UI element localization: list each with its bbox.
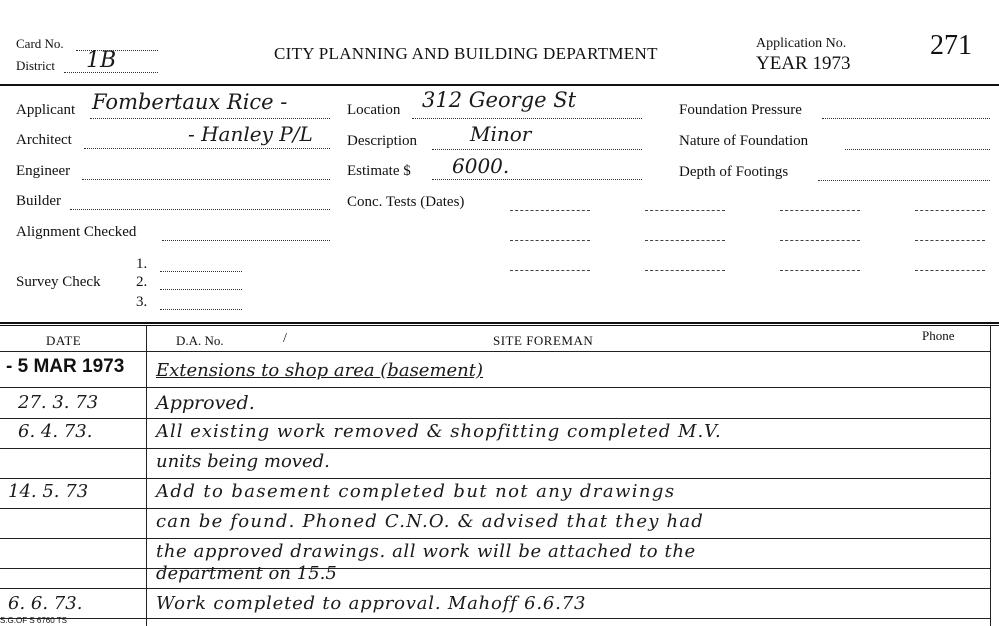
estimate-label: Estimate $: [347, 163, 411, 179]
row-date: 27. 3. 73: [18, 392, 99, 413]
district-label: District: [16, 58, 55, 73]
row-entry-text: Work completed to approval. Mahoff 6.6.73: [156, 593, 587, 614]
phone-header: Phone: [922, 328, 955, 343]
architect-line: [84, 148, 330, 149]
description-label: Description: [347, 133, 417, 149]
application-number: 271: [930, 30, 972, 61]
estimate-line: [432, 179, 642, 180]
row-date: 6. 4. 73.: [18, 421, 93, 442]
row-entry-text: Approved.: [156, 392, 255, 414]
foundation-pressure-line: [822, 118, 990, 119]
architect-label: Architect: [16, 132, 72, 148]
row-entry-text: department on 15.5: [156, 563, 337, 584]
description-value: Minor: [470, 122, 532, 146]
conc-test-line: [780, 240, 860, 241]
date-column-header: DATE: [46, 333, 82, 348]
conc-test-line: [510, 270, 590, 271]
location-value: 312 George St: [422, 88, 577, 112]
card-no-label: Card No.: [16, 36, 64, 51]
da-number-header: D.A. No.: [176, 333, 224, 348]
conc-test-line: [645, 270, 725, 271]
row-rule: [0, 538, 990, 539]
form-code: S.G.OF S 6760 TS: [0, 616, 67, 625]
builder-label: Builder: [16, 193, 61, 209]
row-rule: [0, 478, 990, 479]
nature-foundation-line: [845, 149, 990, 150]
year-label: YEAR 1973: [756, 53, 851, 74]
row-entry-text: the approved drawings. all work will be attached to the: [156, 541, 696, 562]
builder-line: [70, 209, 330, 210]
row-entry-text: can be found. Phoned C.N.O. & advised that they had: [156, 511, 705, 532]
alignment-line: [162, 240, 330, 241]
district-value: 1B: [86, 48, 117, 73]
row-rule: [0, 568, 990, 569]
conc-test-line: [780, 270, 860, 271]
conc-test-line: [645, 210, 725, 211]
application-label: Application No.: [756, 36, 847, 51]
table-top-border: [0, 322, 999, 324]
row-rule: [0, 448, 990, 449]
row-rule: [0, 618, 990, 619]
row-entry-text: units being moved.: [156, 451, 330, 472]
row-entry-text: Extensions to shop area (basement): [156, 360, 484, 381]
conc-test-line: [915, 270, 985, 271]
conc-test-line: [510, 240, 590, 241]
description-line: [432, 149, 642, 150]
applicant-line: [90, 118, 330, 119]
survey-label: Survey Check: [16, 274, 101, 290]
row-rule: [0, 418, 990, 419]
header-divider: [0, 84, 999, 86]
architect-value: - Hanley P/L: [188, 122, 313, 146]
row-entry-text: All existing work removed & shopfitting completed M.V.: [156, 421, 722, 442]
row-entry-text: Add to basement completed but not any drawings: [156, 481, 676, 502]
site-foreman-header: SITE FOREMAN: [493, 333, 594, 348]
department-title: CITY PLANNING AND BUILDING DEPARTMENT: [274, 44, 658, 63]
conc-test-line: [915, 240, 985, 241]
table-top-border-inner: [0, 325, 999, 326]
row-rule: [0, 351, 990, 352]
conc-test-line: [645, 240, 725, 241]
row-rule: [0, 508, 990, 509]
survey-number-2: 2.: [136, 274, 148, 290]
row-rule: [0, 387, 990, 388]
engineer-line: [82, 179, 330, 180]
conc-tests-label: Conc. Tests (Dates): [347, 194, 465, 210]
survey-number-3: 3.: [136, 294, 148, 310]
engineer-label: Engineer: [16, 163, 71, 179]
survey-line-2: [160, 289, 242, 290]
nature-foundation-label: Nature of Foundation: [679, 133, 809, 149]
conc-test-line: [915, 210, 985, 211]
row-rule: [0, 588, 990, 589]
estimate-value: 6000.: [452, 154, 510, 178]
da-number-slash: /: [283, 331, 287, 346]
survey-number-1: 1.: [136, 256, 148, 272]
conc-test-line: [780, 210, 860, 211]
row-date-stamp: - 5 MAR 1973: [6, 356, 125, 377]
location-label: Location: [347, 102, 401, 118]
table-right-border: [990, 325, 991, 626]
row-date: 14. 5. 73: [8, 481, 89, 502]
location-line: [412, 118, 642, 119]
depth-footings-label: Depth of Footings: [679, 164, 789, 180]
survey-line-3: [160, 309, 242, 310]
alignment-label: Alignment Checked: [16, 224, 137, 240]
survey-line-1: [160, 271, 242, 272]
date-column-divider: [146, 325, 147, 626]
applicant-label: Applicant: [16, 102, 76, 118]
applicant-value: Fombertaux Rice -: [92, 90, 288, 114]
depth-footings-line: [818, 180, 990, 181]
conc-test-line: [510, 210, 590, 211]
foundation-pressure-label: Foundation Pressure: [679, 102, 802, 118]
row-date: 6. 6. 73.: [8, 593, 83, 614]
